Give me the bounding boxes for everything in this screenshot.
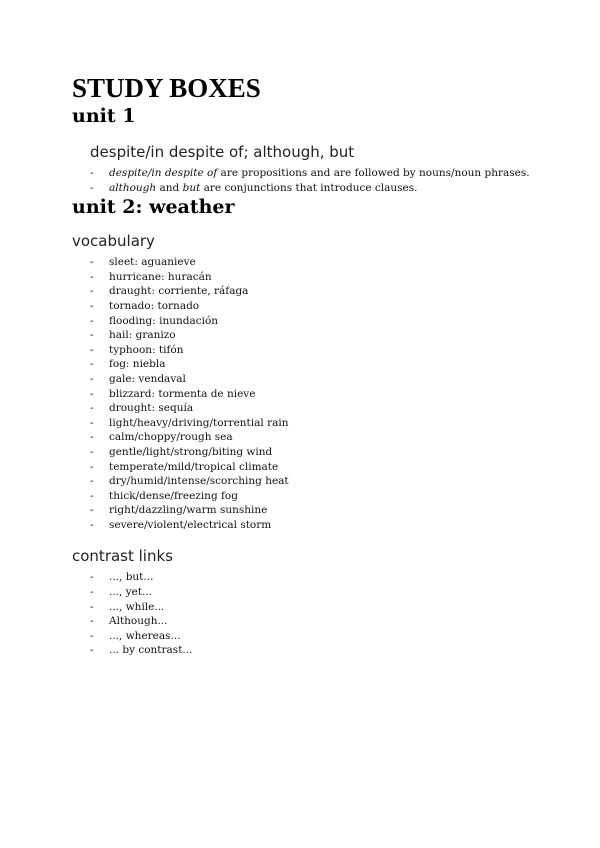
- list-item: - ... by contrast...: [90, 643, 542, 658]
- list-item: - typhoon: tifón: [90, 343, 542, 358]
- list-item: - fog: niebla: [90, 357, 542, 372]
- document-page: [72, 72, 542, 658]
- list-item: - dry/humid/intense/scorching heat: [90, 474, 542, 489]
- list-item: - severe/violent/electrical storm: [90, 518, 542, 533]
- contrast-links-heading: contrast links: [72, 547, 173, 566]
- list-item: - sleet: aguanieve: [90, 255, 542, 270]
- list-item: - temperate/mild/tropical climate: [90, 460, 542, 475]
- list-item: - hail: granizo: [90, 328, 542, 343]
- list-item: - hurricane: huracán: [90, 270, 542, 285]
- list-item: - tornado: tornado: [90, 299, 542, 314]
- vocabulary-list: [72, 255, 542, 532]
- note-item: [90, 181, 542, 196]
- list-item: - right/dazzling/warm sunshine: [90, 503, 542, 518]
- list-item: - blizzard: tormenta de nieve: [90, 387, 542, 402]
- unit-1-heading: unit 1: [72, 105, 136, 127]
- list-item: - draught: corriente, ráfaga: [90, 284, 542, 299]
- note-term: although: [109, 181, 157, 194]
- note-text: are propositions and are followed by nouns/noun phrases.: [217, 167, 530, 179]
- list-item: - light/heavy/driving/torrential rain: [90, 416, 542, 431]
- note-item: [90, 166, 542, 181]
- note-term: despite/in despite of: [109, 167, 218, 179]
- note-term: but: [182, 181, 201, 194]
- note-text: and: [156, 181, 183, 194]
- list-item: - ..., whereas...: [90, 629, 542, 644]
- unit-1-notes: [72, 166, 542, 195]
- list-item: - Although...: [90, 614, 542, 629]
- list-item: - ..., while...: [90, 600, 542, 615]
- list-item: - gentle/light/strong/biting wind: [90, 445, 542, 460]
- list-item: - thick/dense/freezing fog: [90, 489, 542, 504]
- unit-1-subheading: despite/in despite of; although, but: [90, 143, 355, 161]
- unit-2-heading: unit 2: weather: [72, 196, 235, 219]
- note-text: are conjunctions that introduce clauses.: [200, 181, 418, 194]
- list-item: - calm/choppy/rough sea: [90, 430, 542, 445]
- list-item: - ..., yet...: [90, 585, 542, 600]
- contrast-links-list: [72, 570, 542, 658]
- list-item: - ..., but...: [90, 570, 542, 585]
- list-item: - gale: vendaval: [90, 372, 542, 387]
- list-item: - flooding: inundación: [90, 314, 542, 329]
- vocabulary-heading: vocabulary: [72, 232, 155, 251]
- document-title: STUDY BOXES: [72, 73, 261, 103]
- list-item: - drought: sequía: [90, 401, 542, 416]
